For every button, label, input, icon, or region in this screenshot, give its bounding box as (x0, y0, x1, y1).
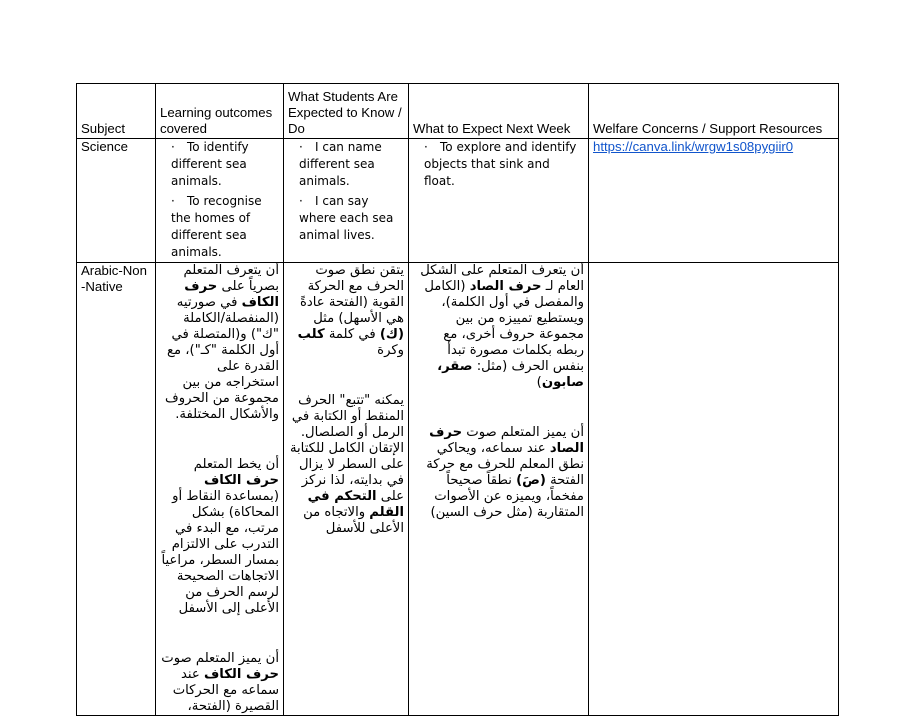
paragraph: يتقن نطق صوت الحرف مع الحركة القوية (الفتحة عادةً هي الأسهل) مثل (ك) في كلمة كلب وكرة (297, 263, 404, 358)
arabic-outcomes-cell (156, 263, 284, 716)
list-item: · To identify different sea animals. (171, 140, 249, 188)
paragraph: أن يتعرف المتعلم بصرياً على حرف الكاف في صورتيه (المنفصلة/الكاملة "ك") و(المتصلة في أول الكلمة "كـ")، مع القدرة على استخراجه من بين مجموعة من الحروف والأشكال المختلفة. (165, 263, 279, 422)
header-row (77, 84, 839, 139)
list-item: · I can say where each sea animal lives. (299, 194, 394, 242)
list-item: · To explore and identify objects that sink and float. (424, 140, 577, 188)
paragraph: أن يميز المتعلم صوت حرف الكاف عند سماعه مع الحركات القصيرة (الفتحة، (161, 651, 279, 714)
lesson-plan-table (76, 83, 839, 716)
paragraph: أن يميز المتعلم صوت حرف الصاد عند سماعه، ويحاكي نطق المعلم للحرف مع حركة الفتحة (صَ) نطقاً صحيحاً مفخماً، ويميزه عن الأصوات المتقاربة (مثل حرف السين) (426, 425, 584, 520)
science-expected-cell (284, 139, 409, 263)
header-expected: What Students Are Expected to Know / Do (284, 84, 409, 139)
paragraph: أن يتعرف المتعلم على الشكل العام لـ حرف الصاد (الكامل والمفصل في أول الكلمة)، ويستطيع تمييزه من بين مجموعة حروف أخرى، مع ربطه بكلمات مصورة تبدأ بنفس الحرف (مثل: صقر، صابون) (420, 263, 584, 390)
header-learning-outcomes: Learning outcomes covered (156, 84, 284, 139)
paragraph: يمكنه "تتبع" الحرف المنقط أو الكتابة في الرمل أو الصلصال. الإتقان الكامل للكتابة على السطر لا يزال في بدايته، لذا نركز على التحكم في القلم والاتجاه من الأعلى للأسفل (289, 393, 404, 536)
arabic-next-week-cell (409, 263, 589, 716)
arabic-welfare-cell (589, 263, 839, 716)
canva-resource-link[interactable]: https://canva.link/wrgw1s08pygiir0 (593, 139, 794, 154)
table-row-science (77, 139, 839, 263)
science-outcomes-cell (156, 139, 284, 263)
science-next-week-cell (409, 139, 589, 263)
arabic-expected-cell (284, 263, 409, 716)
header-welfare: Welfare Concerns / Support Resources (589, 84, 839, 139)
header-next-week: What to Expect Next Week (409, 84, 589, 139)
subject-science: Science (77, 139, 156, 263)
science-welfare-cell (589, 139, 839, 263)
header-subject: Subject (77, 84, 156, 139)
subject-arabic: Arabic-Non-Native (77, 263, 156, 716)
paragraph: أن يخط المتعلم حرف الكاف (بمساعدة النقاط أو المحاكاة) بشكل مرتب، مع البدء في التدرب على الالتزام بمسار السطر، مراعياً الاتجاهات الصحيحة لرسم الحرف من الأعلى إلى الأسفل (161, 457, 279, 616)
table-row-arabic (77, 263, 839, 716)
list-item: · To recognise the homes of different sea animals. (171, 194, 262, 259)
list-item: · I can name different sea animals. (299, 140, 382, 188)
